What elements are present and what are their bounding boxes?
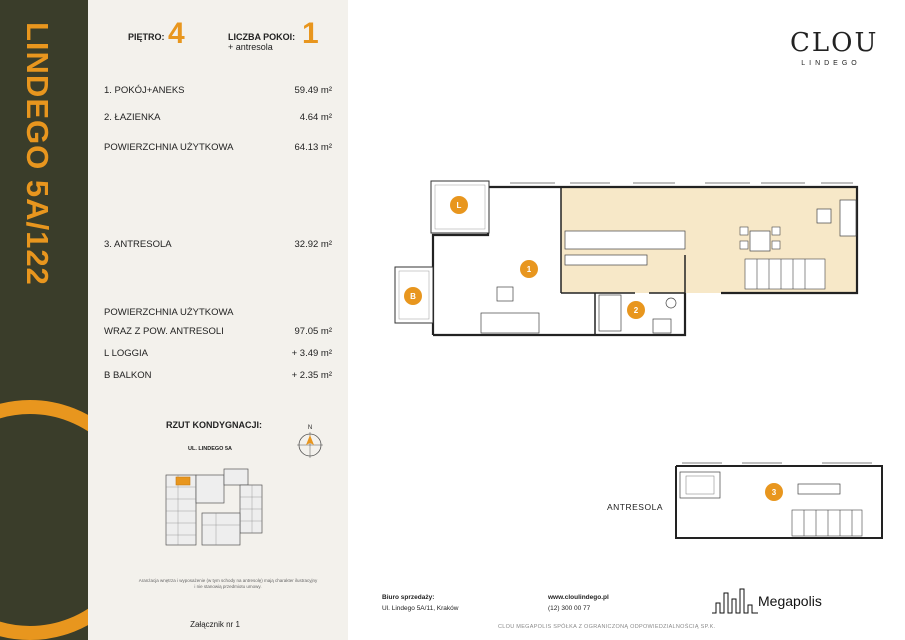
developer-name: Megapolis	[758, 593, 822, 609]
extra-label-balcony: B BALKON	[104, 370, 152, 381]
floor-label: PIĘTRO:	[128, 32, 165, 42]
extra-label-loggia: L LOGGIA	[104, 348, 148, 359]
contact-phone: (12) 300 00 77	[548, 605, 591, 612]
contact-info	[548, 592, 609, 614]
area-value-3: 32.92 m²	[294, 239, 332, 250]
disclaimer-line-2: i nie stanowią przedmiotu umowy.	[194, 584, 262, 589]
area-value-1: 59.49 m²	[294, 85, 332, 96]
clou-logo	[790, 28, 879, 67]
extra-value-loggia: + 3.49 m²	[291, 348, 332, 359]
mezzanine-plan	[672, 462, 888, 542]
floor-value: 4	[168, 17, 185, 50]
total-label-1: POWIERZCHNIA UŻYTKOWA	[104, 307, 234, 318]
extra-value-balcony: + 2.35 m²	[291, 370, 332, 381]
mezzanine-label: ANTRESOLA	[607, 502, 663, 512]
sales-office	[382, 592, 458, 614]
area-label-2: 2. ŁAZIENKA	[104, 112, 161, 123]
compass-icon	[296, 423, 324, 461]
area-label-3: 3. ANTRESOLA	[104, 239, 172, 250]
sales-address: Ul. Lindego 5A/11, Kraków	[382, 605, 459, 612]
marker-balcony: B	[410, 292, 416, 301]
company-footer: CLOU MEGAPOLIS SPÓŁKA Z OGRANICZONĄ ODPOWIEDZIALNOŚCIĄ SP.K.	[498, 624, 716, 630]
rooms-value: 1	[302, 17, 319, 50]
area-value-2: 4.64 m²	[299, 112, 332, 123]
marker-loggia: L	[456, 201, 462, 210]
logo-main: CLOU	[790, 28, 879, 58]
contact-web[interactable]: www.cloulindego.pl	[548, 594, 609, 601]
area-label-1: 1. POKÓJ+ANEKS	[104, 85, 185, 96]
rooms-sub: + antresola	[228, 42, 273, 52]
total-value: 97.05 m²	[294, 326, 332, 337]
annex-label: Załącznik nr 1	[190, 620, 240, 629]
logo-sub: LINDEGO	[801, 60, 861, 67]
marker-room-3: 3	[771, 488, 777, 497]
disclaimer-line-1: Aranżacja wnętrza i wyposażenie (w tym schody na antresolę) mają charakter ilustracyjny	[138, 578, 318, 583]
key-plan-map	[160, 455, 290, 555]
area-label-usable: POWIERZCHNIA UŻYTKOWA	[104, 142, 234, 153]
disclaimer	[108, 578, 348, 590]
compass-north: N	[307, 425, 313, 431]
rooms-label: LICZBA POKOI:	[228, 32, 296, 42]
decorative-arc	[0, 400, 88, 640]
marker-room-1: 1	[526, 265, 532, 274]
floor-plan	[385, 175, 865, 345]
area-value-usable: 64.13 m²	[294, 142, 332, 153]
key-plan-street: UL. LINDEGO 5A	[188, 446, 233, 452]
marker-room-2: 2	[633, 306, 639, 315]
side-band	[0, 0, 88, 640]
key-plan-title: RZUT KONDYGNACJI:	[166, 420, 262, 430]
building-title: LINDEGO 5A/122	[20, 22, 55, 286]
total-label-2: WRAZ Z POW. ANTRESOLI	[104, 326, 224, 337]
sales-title: Biuro sprzedaży:	[382, 594, 435, 601]
